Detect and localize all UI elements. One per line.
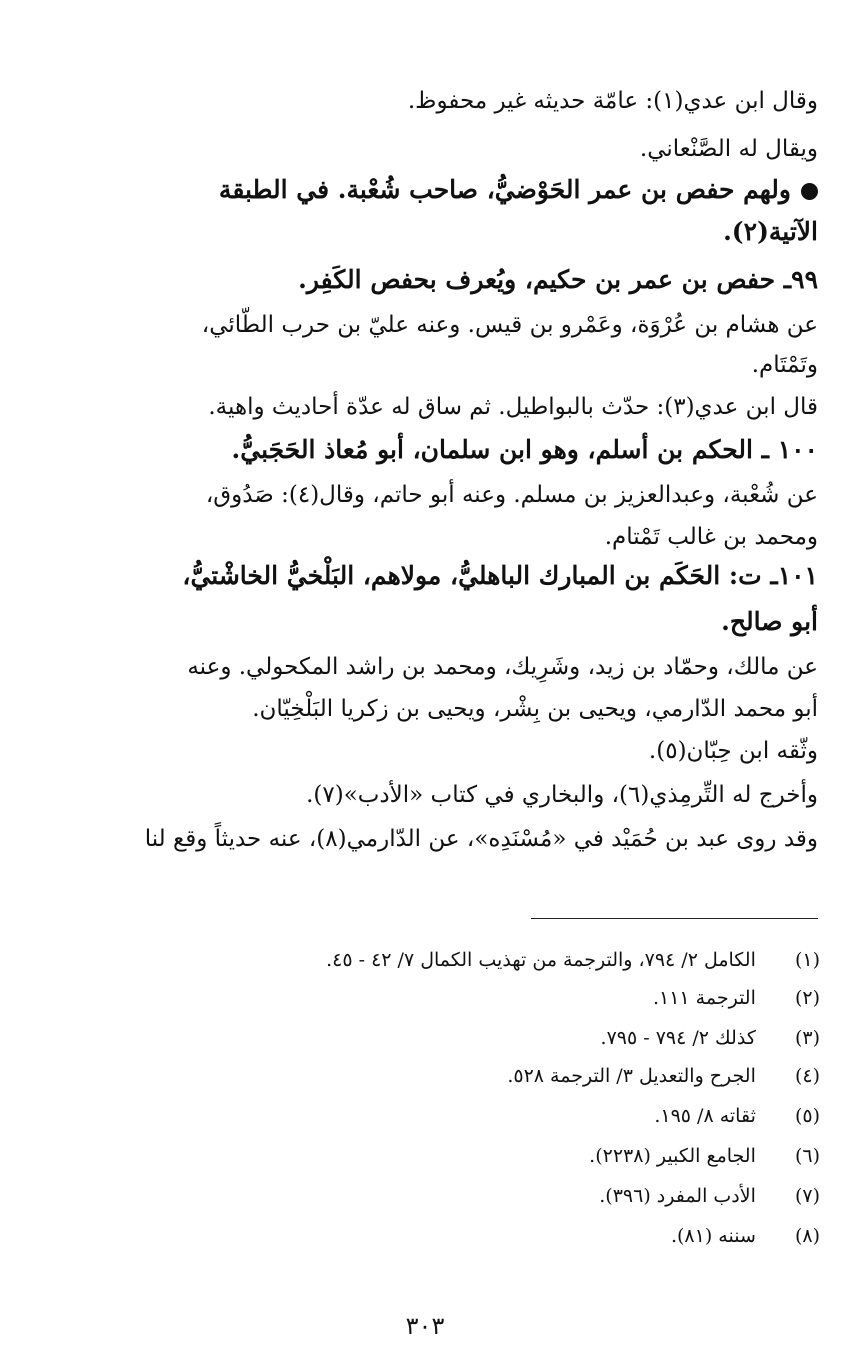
footnote-number: (٨) [794, 1225, 820, 1247]
footnote-8 [34, 1226, 820, 1248]
footnote-number: (١) [794, 949, 820, 971]
footnote-3 [34, 1028, 820, 1050]
footnote-number: (٣) [794, 1027, 820, 1049]
footnote-number: (٦) [794, 1145, 820, 1167]
body-line-14: عن مالك، وحمّاد بن زيد، وشَرِيك، ومحمد بن راشد المكحولي. وعنه [187, 654, 818, 680]
footnote-text: الجرح والتعديل ٣/ الترجمة ٥٢٨. [507, 1065, 756, 1087]
footnote-text: الترجمة ١١١. [652, 987, 756, 1009]
footnote-number: (٢) [794, 987, 820, 1009]
entry-heading-101: ١٠١ـ ت: الحَكَم بن المبارك الباهليُّ، مولاهم، البَلْخيُّ الخاشْتيُّ، [182, 561, 818, 590]
footnote-text: ثقاته ٨/ ١٩٥. [654, 1105, 756, 1127]
footnote-7 [34, 1186, 820, 1208]
body-line-3-text: ولهم حفص بن عمر الحَوْضيُّ، صاحب شُعْبة. في الطبقة [218, 175, 791, 204]
footnote-number: (٥) [794, 1105, 820, 1127]
body-line-7: وتَمْتَام. [751, 352, 818, 378]
body-line-8: قال ابن عدي(٣): حدّث بالبواطيل. ثم ساق له عدّة أحاديث واهية. [208, 394, 818, 420]
footnote-number: (٤) [794, 1065, 820, 1087]
body-line-10: عن شُعْبة، وعبدالعزيز بن مسلم. وعنه أبو حاتم، وقال(٤): صَدُوق، [205, 482, 818, 508]
footnote-5 [34, 1106, 820, 1128]
body-line-16: وثّقه ابن حِبّان(٥). [648, 738, 818, 764]
footnote-number: (٧) [794, 1185, 820, 1207]
body-line-1: وقال ابن عدي(١): عامّة حديثه غير محفوظ. [407, 88, 818, 114]
footnote-separator [531, 918, 818, 919]
entry-heading-100: ١٠٠ ـ الحكم بن أسلم، وهو ابن سلمان، أبو مُعاذ الحَجَبيُّ. [231, 435, 818, 464]
body-line-15: أبو محمد الدّارمي، ويحيى بن بِشْر، ويحيى بن زكريا البَلْخِيّان. [252, 696, 818, 722]
footnote-1 [34, 950, 820, 972]
footnote-text: كذلك ٢/ ٧٩٤ - ٧٩٥. [600, 1027, 756, 1049]
bullet-icon [801, 183, 818, 200]
body-line-18: وقد روى عبد بن حُمَيْد في «مُسْنَدِه»، عن الدّارمي(٨)، عنه حديثاً وقع لنا [144, 826, 818, 852]
footnote-6 [34, 1146, 820, 1168]
page-number: ٣٠٣ [405, 1312, 445, 1340]
footnote-text: سننه (٨١). [670, 1225, 756, 1247]
footnote-text: الكامل ٢/ ٧٩٤، والترجمة من تهذيب الكمال ٧/ ٤٢ - ٤٥. [326, 949, 756, 971]
body-line-11: ومحمد بن غالب تَمْتام. [604, 524, 818, 550]
entry-heading-99: ٩٩ـ حفص بن عمر بن حكيم، ويُعرف بحفص الكَفِر. [298, 265, 818, 294]
entry-heading-101-cont: أبو صالح. [721, 607, 818, 636]
footnote-4 [34, 1066, 820, 1088]
body-line-4: الآتية(٢). [723, 217, 818, 246]
body-line-3 [32, 176, 818, 205]
footnote-2 [34, 988, 820, 1010]
body-line-17: وأخرج له التِّرمِذي(٦)، والبخاري في كتاب «الأدب»(٧). [306, 782, 818, 808]
footnote-text: الأدب المفرد (٣٩٦). [599, 1185, 756, 1207]
footnote-text: الجامع الكبير (٢٢٣٨). [589, 1145, 756, 1167]
body-line-2: ويقال له الصَّنْعاني. [639, 136, 818, 162]
body-line-6: عن هشام بن عُرْوَة، وعَمْرو بن قيس. وعنه عليّ بن حرب الطّائي، [201, 312, 818, 338]
